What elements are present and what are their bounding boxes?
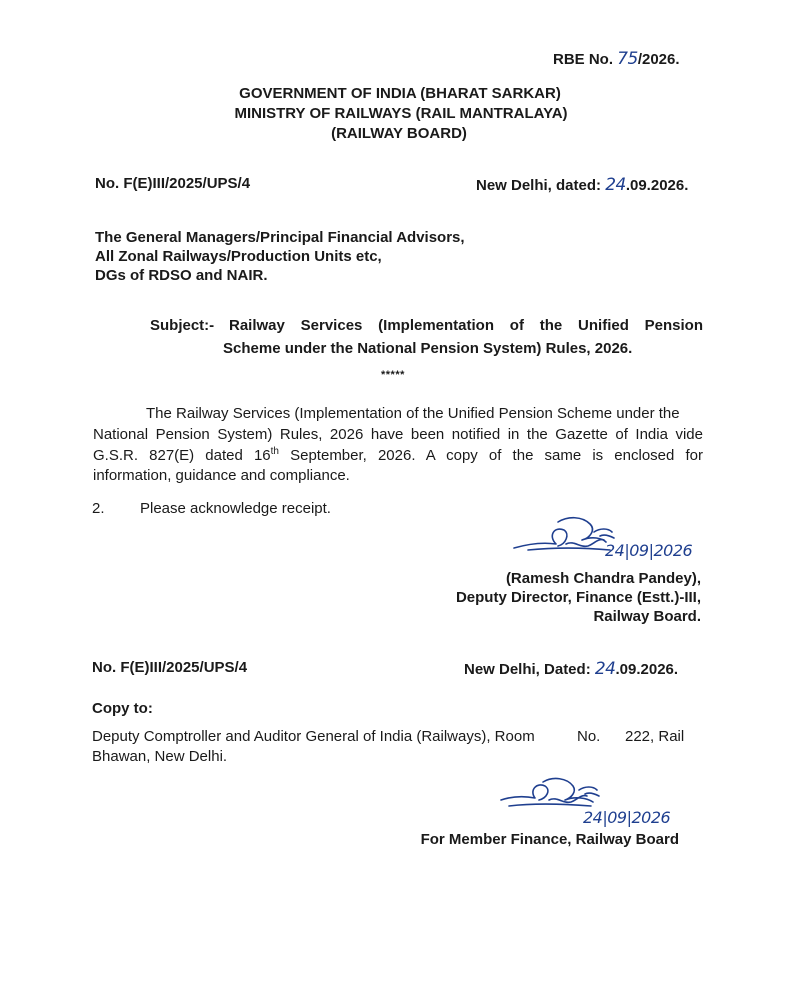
reference-number-1: No. F(E)III/2025/UPS/4 (95, 175, 251, 192)
copy-to-label: Copy to: (92, 700, 153, 717)
date-suffix-2: .09.2026. (615, 661, 679, 678)
signatory-name: (Ramesh Chandra Pandey), (505, 570, 701, 587)
gsr-text-before: G.S.R. 827(E) dated 16 (93, 447, 271, 464)
date-prefix: New Delhi, dated: (476, 177, 606, 194)
signatory-block-1 (0, 569, 701, 626)
paragraph-2-number: 2. (92, 500, 105, 517)
letterhead-line-government: GOVERNMENT OF INDIA (BHARAT SARKAR) (239, 85, 561, 102)
body-paragraph-1-line-3 (93, 446, 703, 464)
signature-1-handwritten-date: 24|09|2026 (605, 541, 693, 560)
copy-recipient-line-1-a: Deputy Comptroller and Auditor General of India (Railways), Room (92, 728, 535, 745)
copy-recipient-line-1-c: 222, Rail (625, 728, 685, 745)
addressee-block (95, 228, 465, 285)
reference-date-1 (476, 175, 688, 195)
letterhead-line-ministry: MINISTRY OF RAILWAYS (RAIL MANTRALAYA) (234, 105, 568, 122)
ordinal-superscript: th (270, 446, 279, 457)
date-prefix-2: New Delhi, Dated: (464, 661, 595, 678)
gsr-text-after: September, 2026. A copy of the same is enclosed for (278, 447, 703, 464)
rbe-prefix: RBE No. (553, 51, 613, 68)
body-paragraph-1-line-1: The Railway Services (Implementation of the Unified Pension Scheme under the (146, 405, 680, 422)
date-suffix: .09.2026. (625, 177, 689, 194)
rbe-suffix: /2026. (637, 51, 680, 68)
body-paragraph-1-line-2: National Pension System) Rules, 2026 have been notified in the Gazette of India vide (93, 426, 703, 443)
subject-label: Subject:- (150, 317, 215, 334)
addressee-line-2: All Zonal Railways/Production Units etc, (95, 248, 382, 265)
rbe-number (553, 49, 680, 69)
signatory-office: Railway Board. (593, 608, 701, 625)
reference-number-2: No. F(E)III/2025/UPS/4 (92, 659, 248, 676)
copy-recipient-line-2: Bhawan, New Delhi. (92, 748, 228, 765)
addressee-line-1: The General Managers/Principal Financial Advisors, (95, 229, 465, 246)
reference-date-2 (464, 659, 678, 679)
subject-line-1: Railway Services (Implementation of the Unified Pension (229, 317, 703, 334)
letterhead (0, 85, 800, 145)
body-paragraph-1-line-4: information, guidance and compliance. (93, 467, 350, 484)
date-handwritten-day: 24 (605, 175, 626, 195)
subject-line-2: Scheme under the National Pension System) Rules, 2026. (223, 340, 633, 357)
copy-recipient-line-1-b: No. (577, 728, 601, 745)
signatory-designation: Deputy Director, Finance (Estt.)-III, (455, 589, 701, 606)
signature-2-handwritten-date: 24|09|2026 (583, 808, 671, 827)
date-handwritten-day-2: 24 (594, 659, 616, 679)
addressee-line-3: DGs of RDSO and NAIR. (95, 267, 268, 284)
for-member-finance-line: For Member Finance, Railway Board (420, 831, 679, 848)
paragraph-2-text: Please acknowledge receipt. (140, 500, 331, 517)
separator-asterisks: ***** (381, 369, 405, 381)
rbe-handwritten-number: 75 (617, 49, 638, 69)
letterhead-line-board: (RAILWAY BOARD) (331, 125, 467, 142)
